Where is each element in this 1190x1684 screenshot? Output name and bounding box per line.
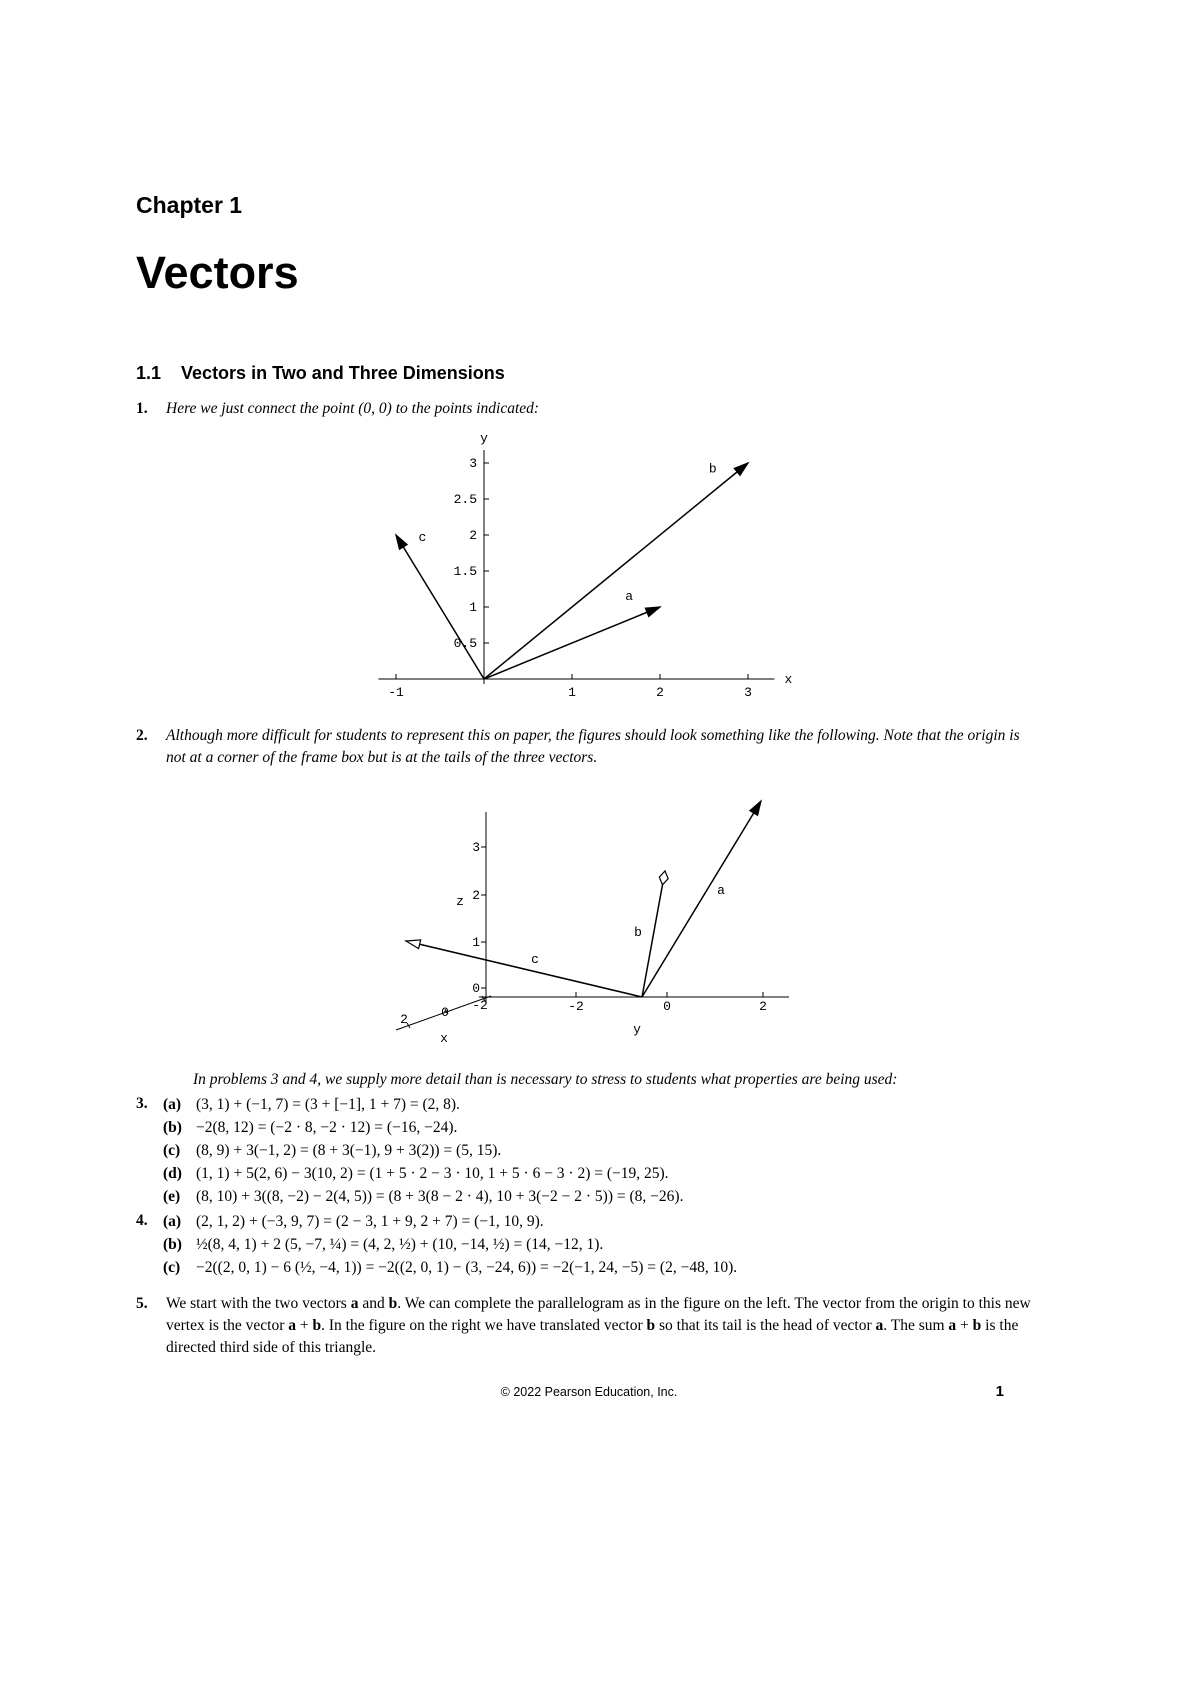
svg-text:-2: -2 [568,999,584,1014]
page-footer [136,1385,1042,1399]
svg-text:y: y [633,1022,641,1037]
part-math: (2, 1, 2) + (−3, 9, 7) = (2 − 3, 1 + 9, 2 + 7) = (−1, 10, 9). [196,1213,544,1230]
part-math: ½(8, 4, 1) + 2 (5, −7, ¼) = (4, 2, ½) + (10, −14, ½) = (14, −12, 1). [196,1236,604,1253]
svg-text:-1: -1 [388,685,404,700]
problem-2 [136,725,1042,769]
part-math: (3, 1) + (−1, 7) = (3 + [−1], 1 + 7) = (2, 8). [196,1096,460,1113]
part-math: −2((2, 0, 1) − 6 (½, −4, 1)) = −2((2, 0, 1) − (3, −24, 6)) = −2(−1, 24, −5) = (2, −48, 10). [196,1259,738,1276]
part-label: (e) [163,1188,181,1205]
svg-text:x: x [784,672,793,687]
solution-part [163,1162,1042,1185]
text-run: and [358,1295,389,1312]
problem-1-text: Here we just connect the point (0, 0) to the points indicated: [166,400,540,417]
solution-part [163,1256,1042,1279]
problem-5-number: 5. [136,1295,148,1312]
text-run: . The sum [883,1317,949,1334]
svg-text:-2: -2 [472,998,488,1013]
part-label: (a) [163,1213,182,1230]
svg-text:2.5: 2.5 [453,492,477,507]
text-run: so that its tail is the head of vector [655,1317,876,1334]
solution-part [163,1093,1042,1116]
text-run: b [388,1295,398,1312]
part-math: −2(8, 12) = (−2 · 8, −2 · 12) = (−16, −24). [196,1119,458,1136]
problem-1 [136,398,1042,420]
problem-1-number: 1. [136,400,148,417]
problem-3-number: 3. [136,1095,148,1112]
svg-text:c: c [418,529,427,545]
problem-5 [136,1293,1042,1359]
text-run: We start with the two vectors [166,1295,351,1312]
text-run: a [350,1295,359,1312]
svg-text:x: x [440,1031,448,1046]
svg-text:b: b [708,461,717,477]
text-run: is the directed third side of this triangle. [166,1317,1019,1356]
svg-text:1: 1 [568,685,576,700]
solution-part [163,1139,1042,1162]
part-math: (8, 9) + 3(−1, 2) = (8 + 3(−1), 9 + 3(2)) = (5, 15). [196,1142,502,1159]
svg-text:0: 0 [472,981,480,996]
text-run: + [295,1317,313,1334]
problem-3 [136,1093,1042,1208]
svg-text:c: c [531,952,539,967]
svg-text:y: y [480,431,488,447]
solution-part [163,1210,1042,1233]
text-run: b [312,1317,322,1334]
chapter-title: Vectors [136,247,299,298]
svg-text:b: b [634,925,642,940]
figure-3d-vector-plot [136,779,1042,1047]
part-math: (8, 10) + 3((8, −2) − 2(4, 5)) = (8 + 3(8 − 2 · 4), 10 + 3(−2 − 2 · 5)) = (8, −26). [196,1188,684,1205]
problem-2-number: 2. [136,727,148,744]
problem-5-text [166,1293,1042,1359]
text-run: + [956,1317,973,1334]
page-number: 1 [995,1383,1004,1400]
part-label: (c) [163,1142,181,1159]
problem-4-number: 4. [136,1212,148,1229]
problem-4-parts [163,1210,1042,1279]
copyright-notice: © 2022 Pearson Education, Inc. [500,1385,678,1399]
svg-text:a: a [717,883,725,898]
text-run: . We can complete the parallelogram as in the figure on the left. The vector from the origin to this new vertex is the vector [166,1295,1031,1334]
svg-text:2: 2 [472,888,480,903]
svg-text:1.5: 1.5 [453,564,477,579]
part-label: (b) [163,1119,182,1136]
text-run: a [875,1317,884,1334]
problem-2-text: Although more difficult for students to represent this on paper, the figures should look something like the following. Note that the origin is not at a corner of the frame box but is at the tails of the three vectors. [166,727,1020,766]
problem-3-parts [163,1093,1042,1208]
svg-text:0.5: 0.5 [453,636,477,651]
svg-text:0: 0 [663,999,671,1014]
svg-text:2: 2 [656,685,664,700]
svg-text:1: 1 [472,935,480,950]
part-label: (a) [163,1096,182,1113]
text-run: b [646,1317,656,1334]
note-problems-3-4: In problems 3 and 4, we supply more detail than is necessary to stress to students what properties are being used: [193,1071,898,1088]
svg-text:2: 2 [400,1012,408,1027]
section-number: 1.1 [136,363,162,383]
text-run: . In the figure on the right we have translated vector [321,1317,647,1334]
svg-text:3: 3 [469,456,477,471]
section-title: Vectors in Two and Three Dimensions [181,363,505,383]
svg-text:3: 3 [472,840,480,855]
text-run: a [288,1317,296,1334]
svg-text:a: a [625,588,634,604]
text-run: b [972,1317,982,1334]
chapter-label: Chapter 1 [136,192,243,218]
solution-part [163,1185,1042,1208]
text-run: a [948,1317,957,1334]
part-label: (c) [163,1259,181,1276]
section-heading [136,363,1042,384]
solution-part [163,1233,1042,1256]
svg-text:0: 0 [441,1005,449,1020]
vector-plot-2d [364,426,814,711]
svg-text:2: 2 [759,999,767,1014]
svg-text:1: 1 [469,600,477,615]
vector-plot-3d [374,779,804,1047]
solution-part [163,1116,1042,1139]
part-math: (1, 1) + 5(2, 6) − 3(10, 2) = (1 + 5 · 2 − 3 · 10, 1 + 5 · 6 − 3 · 2) = (−19, 25). [196,1165,669,1182]
problem-4 [136,1210,1042,1279]
svg-text:2: 2 [469,528,477,543]
svg-text:z: z [456,894,464,909]
part-label: (d) [163,1165,182,1182]
figure-2d-vector-plot [136,426,1042,711]
svg-text:3: 3 [744,685,752,700]
part-label: (b) [163,1236,182,1253]
